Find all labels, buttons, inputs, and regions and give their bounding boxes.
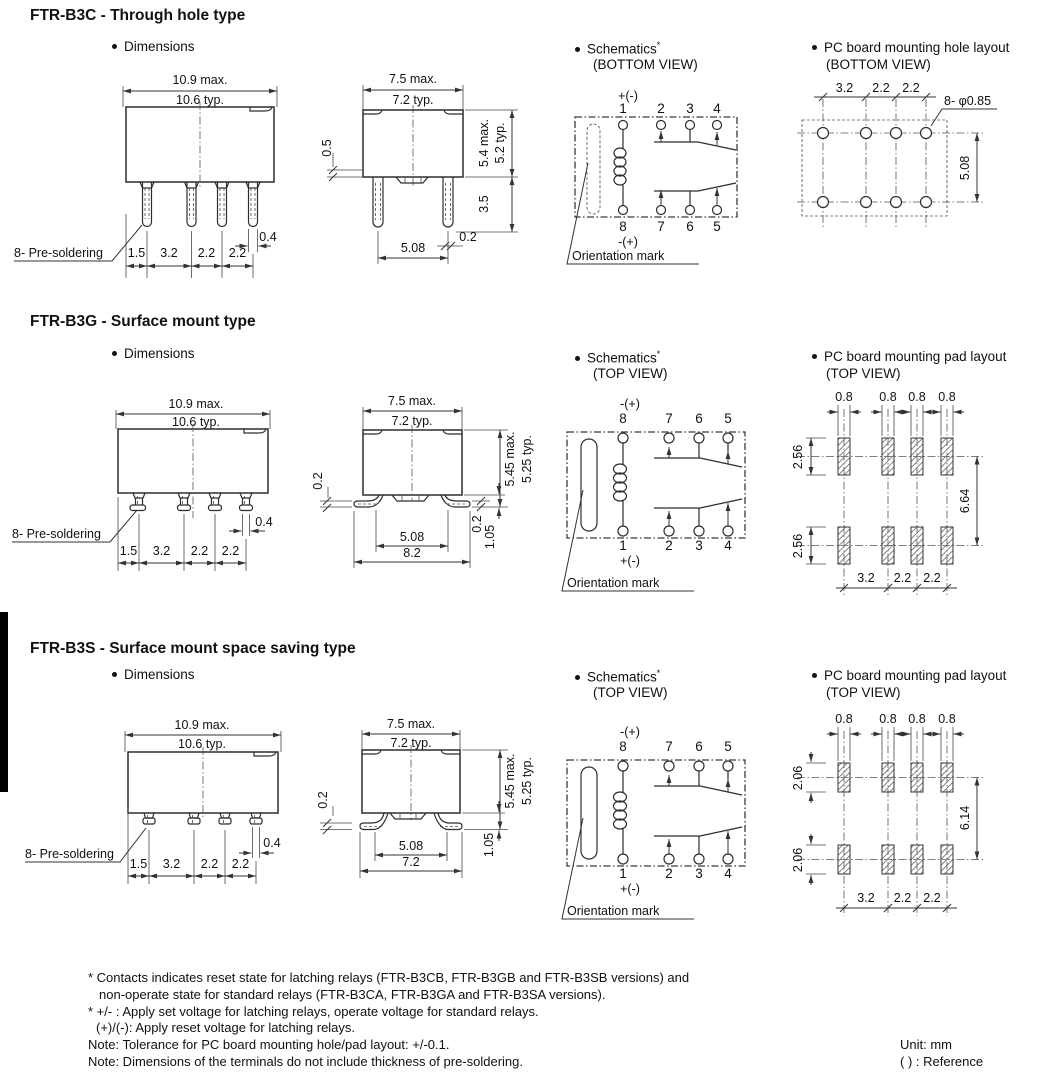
- presolder-label: 8- Pre-soldering: [12, 527, 101, 541]
- dim-lead-width: 0.4: [255, 515, 273, 529]
- dim-lead-width: 0.4: [263, 836, 281, 850]
- pad-width-dims: [827, 390, 964, 436]
- pitch-dims: [126, 214, 253, 278]
- dim-pad-width: 0.8: [908, 390, 926, 404]
- side-view-drawing: [311, 394, 556, 580]
- pad-layout-drawing: [791, 712, 1057, 918]
- schematic-drawing: [555, 396, 800, 602]
- dim-col: 2.2: [872, 81, 890, 95]
- coil-symbol: [614, 130, 626, 206]
- pin-number: 4: [724, 866, 732, 881]
- relay-body: [126, 102, 274, 187]
- dim-height-typ: 5.25 typ.: [520, 435, 534, 483]
- orientation-callout: [562, 490, 694, 591]
- polarity-top: +(-): [618, 89, 638, 103]
- layout-label: PC board mounting pad layout: [824, 349, 1007, 364]
- pin-number: 1: [619, 101, 627, 116]
- contact-symbols: [654, 771, 742, 854]
- dim-pitch: 1.5: [119, 544, 138, 558]
- height-dims: [462, 750, 534, 830]
- footnote-line: Note: Tolerance for PC board mounting hole/pad layout: +/-0.1.: [88, 1037, 450, 1053]
- foot-dims: [462, 801, 505, 857]
- dim-pitch: 1.5: [129, 857, 148, 871]
- pin-number: 6: [686, 219, 694, 234]
- relay-leads: [130, 493, 253, 511]
- pin-number: 4: [724, 538, 732, 553]
- dimensions-heading: [112, 39, 195, 54]
- col-dims: [836, 571, 957, 592]
- bullet-icon: [112, 351, 117, 356]
- layout-view-label: (TOP VIEW): [826, 685, 901, 700]
- schematics-label: Schematics: [587, 350, 657, 366]
- dimensions-heading: [112, 667, 195, 682]
- dim-foot-height: 1.05: [482, 832, 496, 858]
- hole-layout-drawing: [795, 76, 1057, 288]
- pin-circles: [618, 433, 733, 536]
- pin-number: 5: [724, 411, 732, 426]
- dim-foot-height: 1.05: [483, 524, 497, 550]
- dim-width-typ: 10.6 typ.: [172, 415, 220, 429]
- pin-number: 3: [695, 538, 703, 553]
- lead-span-dim: [378, 231, 448, 264]
- orientation-mark-shape: [581, 767, 597, 859]
- side-view-drawing: [322, 72, 537, 287]
- dim-pitch: 2.2: [197, 246, 216, 260]
- unit-legend: [900, 1036, 983, 1070]
- lead-thickness-dim: [437, 230, 477, 250]
- front-view-drawing: [10, 72, 310, 287]
- footnote-mark: *: [656, 668, 661, 678]
- orientation-mark-shape: [587, 124, 600, 214]
- dim-pitch: 2.2: [190, 544, 209, 558]
- bullet-icon: [112, 44, 117, 49]
- layout-heading: [812, 349, 1006, 364]
- dim-lead-length: 3.5: [477, 195, 491, 213]
- reference-note: ( ) : Reference: [900, 1054, 984, 1069]
- lead-width-dim: [239, 827, 281, 858]
- dim-lead-span: 5.08: [400, 241, 426, 255]
- polarity-bottom: -(+): [618, 235, 638, 249]
- dim-pitch: 2.2: [200, 857, 219, 871]
- layout-view-label: (BOTTOM VIEW): [826, 57, 931, 72]
- dim-pad-height: 2.56: [791, 444, 805, 470]
- pad-layout-drawing: [791, 390, 1057, 610]
- dim-width-max: 10.9 max.: [168, 397, 224, 411]
- dim-width-typ: 7.2 typ.: [390, 736, 432, 750]
- relay-body: [118, 424, 268, 518]
- contact-symbols: [654, 130, 736, 206]
- dim-height-max: 5.4 max.: [477, 119, 491, 167]
- pad-height-dims: [791, 752, 826, 885]
- relay-body: [128, 747, 278, 818]
- schematics-view-label: (TOP VIEW): [593, 685, 668, 700]
- dim-col: 2.2: [893, 571, 912, 585]
- dim-pitch: 3.2: [160, 246, 178, 260]
- bullet-icon: [812, 354, 817, 359]
- bullet-icon: [112, 672, 117, 677]
- pin-number: 3: [695, 866, 703, 881]
- presolder-label: 8- Pre-soldering: [14, 246, 103, 260]
- dim-foot-span: 7.2: [402, 855, 420, 869]
- dim-pad-width: 0.8: [835, 712, 853, 726]
- dim-pad-height: 2.06: [791, 765, 805, 791]
- relay-leads: [143, 813, 262, 824]
- dim-pad-height: 2.56: [791, 533, 805, 559]
- standoff-dim: [320, 139, 363, 181]
- front-view-drawing: [10, 395, 310, 580]
- pin-number: 2: [657, 101, 665, 116]
- pin-number: 4: [713, 101, 721, 116]
- pin-number: 8: [619, 219, 627, 234]
- footnote-line: * +/- : Apply set voltage for latching relays, operate voltage for standard relays.: [88, 1003, 539, 1019]
- dim-pad-width: 0.8: [908, 712, 926, 726]
- schematics-view-label: (BOTTOM VIEW): [593, 57, 698, 72]
- dim-pitch: 3.2: [152, 544, 171, 558]
- dim-width-max: 10.9 max.: [174, 718, 230, 732]
- layout-heading: [812, 40, 1009, 55]
- pin-circles: [618, 761, 733, 864]
- dim-pad-width: 0.8: [835, 390, 853, 404]
- dim-pad-height: 2.06: [791, 847, 805, 873]
- dim-width-max: 7.5 max.: [387, 717, 435, 731]
- coil-symbol: [614, 771, 627, 854]
- pin-number: 7: [665, 411, 673, 426]
- front-view-drawing: [10, 718, 310, 890]
- pad-width-dims: [827, 712, 964, 761]
- side-view-drawing: [316, 718, 556, 890]
- presolder-callout: [14, 225, 142, 261]
- dim-col: 2.2: [923, 891, 941, 905]
- relay-leads: [360, 813, 462, 830]
- center-lines: [797, 731, 985, 916]
- bullet-icon: [812, 673, 817, 678]
- dim-pitch: 3.2: [162, 857, 181, 871]
- dim-col: 3.2: [835, 81, 854, 95]
- standoff-dim: [316, 791, 352, 834]
- pitch-dims: [118, 497, 246, 571]
- pin-number: 3: [686, 101, 694, 116]
- pin-number: 1: [619, 866, 627, 881]
- dimensions-label: Dimensions: [124, 667, 195, 682]
- dim-height-max: 5.45 max.: [503, 431, 517, 487]
- dim-col: 2.2: [902, 81, 920, 95]
- polarity-bottom: +(-): [620, 882, 640, 896]
- contact-symbols: [654, 443, 742, 526]
- footnote-line: * Contacts indicates reset state for latching relays (FTR-B3CB, FTR-B3GB and FTR-B3SB versions) and: [88, 970, 690, 985]
- dim-col: 3.2: [857, 891, 875, 905]
- dim-pad-width: 0.8: [879, 390, 897, 404]
- coil-symbol: [614, 443, 627, 526]
- dimensions-label: Dimensions: [124, 346, 195, 361]
- footnote-mark: *: [656, 349, 661, 359]
- dimensions-heading: [112, 346, 195, 361]
- col-dims: [836, 891, 957, 912]
- dim-foot-span: 8.2: [403, 546, 421, 560]
- dim-width-max: 7.5 max.: [389, 72, 437, 86]
- row-pitch-dim: [958, 457, 977, 546]
- lead-width-dim: [229, 514, 273, 536]
- row-pitch-dim: [958, 778, 977, 860]
- section-title: FTR-B3C - Through hole type: [30, 7, 246, 24]
- schematics-label: Schematics: [587, 669, 657, 685]
- relay-outline: [567, 432, 745, 538]
- pin-number: 7: [657, 219, 665, 234]
- hole-diameter-label: 8- φ0.85: [944, 94, 992, 108]
- dim-col: 2.2: [923, 571, 941, 585]
- dim-width-max: 7.5 max.: [388, 394, 436, 408]
- polarity-bottom: +(-): [620, 554, 640, 568]
- dim-width-typ: 7.2 typ.: [391, 414, 433, 428]
- center-lines: [797, 409, 985, 597]
- pin-circles: [619, 121, 722, 215]
- dim-foot-thickness: 0.2: [470, 515, 484, 533]
- dim-height-typ: 5.25 typ.: [520, 757, 534, 805]
- relay-body: [363, 105, 463, 188]
- pin-number: 2: [665, 866, 673, 881]
- relay-body: [362, 745, 460, 820]
- layout-label: PC board mounting hole layout: [824, 40, 1010, 55]
- layout-heading: [812, 668, 1006, 683]
- dim-height-typ: 5.2 typ.: [493, 122, 507, 164]
- schematics-label: Schematics: [587, 41, 657, 57]
- relay-outline: [567, 760, 745, 866]
- polarity-top: -(+): [620, 397, 640, 411]
- dim-pad-width: 0.8: [938, 390, 956, 404]
- span-dims: [354, 510, 470, 568]
- row-pitch-dim: [958, 133, 977, 202]
- height-dims: [464, 430, 534, 507]
- dimensions-label: Dimensions: [124, 39, 195, 54]
- polarity-top: -(+): [620, 725, 640, 739]
- dim-lead-span: 5.08: [399, 530, 425, 544]
- height-dims: [456, 110, 518, 232]
- schematics-heading: [575, 349, 660, 366]
- dim-row-pitch: 6.14: [958, 805, 972, 831]
- orientation-mark-shape: [581, 439, 597, 531]
- dim-width-max: 10.9 max.: [172, 73, 228, 87]
- pin-number: 7: [665, 739, 673, 754]
- pin-number: 5: [713, 219, 721, 234]
- layout-view-label: (TOP VIEW): [826, 366, 901, 381]
- presolder-label: 8- Pre-soldering: [25, 847, 114, 861]
- dim-col: 3.2: [857, 571, 875, 585]
- pads: [838, 763, 953, 874]
- schematics-heading: [575, 40, 660, 57]
- dim-standoff: 0.2: [311, 472, 325, 490]
- footnote-line: non-operate state for standard relays (FTR-B3CA, FTR-B3GA and FTR-B3SA versions).: [99, 986, 606, 1002]
- orientation-label: Orientation mark: [567, 576, 660, 590]
- bullet-icon: [575, 47, 580, 52]
- dim-pitch: 2.2: [231, 857, 250, 871]
- pin-number: 6: [695, 739, 703, 754]
- hole-diameter-callout: [931, 94, 997, 126]
- relay-body: [363, 425, 462, 501]
- dim-standoff: 0.2: [316, 791, 330, 809]
- pin-number: 8: [619, 739, 627, 754]
- layout-label: PC board mounting pad layout: [824, 668, 1007, 683]
- dim-pad-width: 0.8: [938, 712, 956, 726]
- pin-number: 6: [695, 411, 703, 426]
- dim-pitch: 2.2: [228, 246, 247, 260]
- bullet-icon: [812, 45, 817, 50]
- footnotes: [88, 970, 689, 1071]
- dim-width-typ: 7.2 typ.: [392, 93, 434, 107]
- page-edge-change-bar: [0, 612, 8, 792]
- dim-row-pitch: 6.64: [958, 488, 972, 514]
- section-title: FTR-B3S - Surface mount space saving type: [30, 640, 356, 657]
- schematic-drawing: [555, 724, 800, 930]
- dim-standoff: 0.5: [320, 139, 334, 157]
- pin-number: 2: [665, 538, 673, 553]
- dim-col: 2.2: [893, 891, 912, 905]
- span-dims: [360, 832, 462, 878]
- mounting-holes: [818, 128, 932, 208]
- col-dims: [814, 81, 936, 101]
- dim-width-typ: 10.6 typ.: [176, 93, 224, 107]
- dim-lead-thickness: 0.2: [459, 230, 477, 244]
- dim-pad-width: 0.8: [879, 712, 897, 726]
- orientation-label: Orientation mark: [567, 904, 660, 918]
- footnote-line: (+)/(-): Apply reset voltage for latching relays.: [96, 1020, 356, 1036]
- bullet-icon: [575, 356, 580, 361]
- footnote-mark: *: [656, 40, 661, 50]
- relay-leads: [140, 182, 260, 227]
- center-lines: [797, 99, 985, 228]
- bullet-icon: [575, 675, 580, 680]
- dim-row-pitch: 5.08: [958, 155, 972, 181]
- standoff-dim: [311, 472, 352, 512]
- schematics-heading: [575, 668, 660, 685]
- orientation-label: Orientation mark: [572, 249, 665, 263]
- pitch-dims: [128, 808, 256, 884]
- section-title: FTR-B3G - Surface mount type: [30, 313, 256, 330]
- pin-number: 8: [619, 411, 627, 426]
- dim-width-typ: 10.6 typ.: [178, 737, 226, 751]
- schematic-drawing: [555, 88, 800, 290]
- relay-outline: [575, 117, 737, 217]
- dim-pitch: 1.5: [127, 246, 146, 260]
- dim-lead-span: 5.08: [398, 839, 424, 853]
- dim-lead-width: 0.4: [259, 230, 277, 244]
- schematics-view-label: (TOP VIEW): [593, 366, 668, 381]
- unit-note: Unit: mm: [900, 1037, 952, 1052]
- pin-number: 5: [724, 739, 732, 754]
- pin-number: 1: [619, 538, 627, 553]
- dim-pitch: 2.2: [221, 544, 240, 558]
- dim-height-max: 5.45 max.: [503, 753, 517, 809]
- footnote-line: Note: Dimensions of the terminals do not include thickness of pre-soldering.: [88, 1053, 523, 1069]
- orientation-callout: [562, 818, 694, 919]
